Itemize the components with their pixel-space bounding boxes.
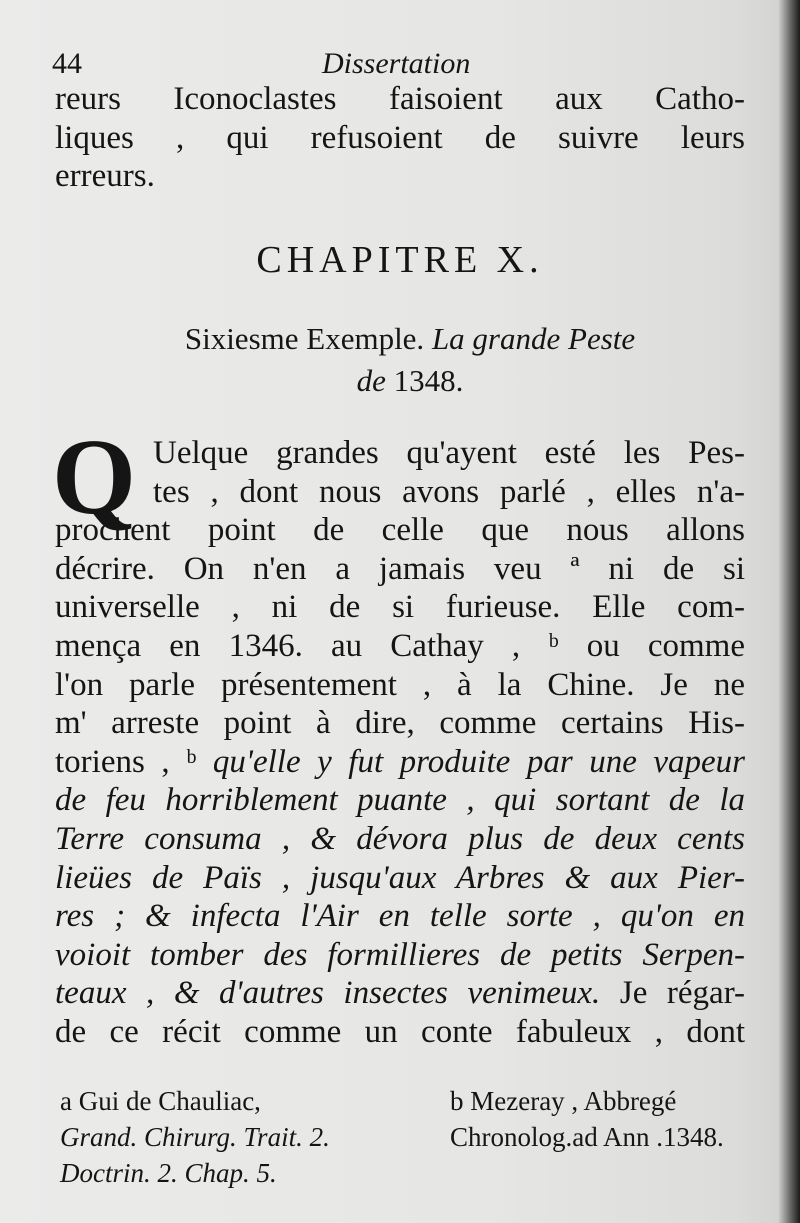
footnote-a-cont2: Doctrin. 2. Chap. 5.	[60, 1158, 277, 1188]
body-paragraph	[55, 434, 745, 1052]
text-line: universelle , ni de si furieuse. Elle com-	[55, 589, 745, 626]
subtitle-line2-italic: de	[356, 363, 386, 398]
text-line: Terre consuma , & dévora plus de deux cents	[55, 820, 745, 857]
text-line: liques , qui refusoient de suivre leurs	[55, 119, 745, 156]
footnotes	[60, 1083, 750, 1191]
text-line: de ce récit comme un conte fabuleux , dont	[55, 1013, 745, 1050]
footnote-b: b Mezeray , Abbregé	[450, 1086, 677, 1116]
footnote-row	[60, 1155, 750, 1191]
text-line: mença en 1346. au Cathay , ᵇ ou comme	[55, 627, 745, 664]
text-line: prochent point de celle que nous allons	[55, 512, 745, 549]
text-span: Je régar-	[619, 975, 745, 1012]
footnote-a: a Gui de Chauliac,	[60, 1086, 261, 1116]
subtitle-line2-roman: 1348.	[393, 363, 464, 398]
text-line: décrire. On n'en a jamais veu ª ni de si	[55, 550, 745, 587]
footnote-row	[60, 1119, 750, 1155]
text-line	[55, 743, 745, 782]
text-line	[55, 974, 745, 1013]
page-number: 44	[52, 47, 82, 80]
text-line: Uelque grandes qu'ayent esté les Pes-	[153, 435, 745, 471]
running-head: Dissertation	[322, 47, 471, 80]
text-line: reurs Iconoclastes faisoient aux Catho-	[55, 81, 745, 117]
chapter-subtitle	[100, 318, 720, 402]
text-line: l'on parle présentement , à la Chine. Je ne	[55, 666, 745, 703]
subtitle-roman: Sixiesme Exemple.	[184, 321, 425, 356]
text-span: toriens , ᵇ	[55, 743, 197, 780]
italic-span: qu'elle y fut produite par une vapeur	[212, 743, 745, 780]
drop-cap: Q	[52, 418, 137, 537]
continuation-paragraph	[55, 80, 745, 196]
text-line: de feu horriblement puante , qui sortant de la	[55, 782, 745, 819]
chapter-title: CHAPITRE X.	[256, 239, 544, 281]
binding-edge	[778, 0, 800, 1223]
text-line: voioit tomber des formillieres de petits Serpen-	[55, 936, 745, 973]
subtitle-italic: La grande Peste	[431, 321, 636, 356]
italic-span: teaux , & d'autres insectes venimeux.	[55, 975, 601, 1012]
footnote-a-cont: Grand. Chirurg. Trait. 2.	[60, 1122, 330, 1152]
footnote-b-cont: Chronolog.ad Ann .1348.	[450, 1122, 724, 1152]
text-line: res ; & infecta l'Air en telle sorte , qu'on en	[55, 898, 745, 935]
text-line: m' arreste point à dire, comme certains His-	[55, 705, 745, 742]
page-header	[52, 44, 742, 84]
text-line: erreurs.	[55, 158, 155, 194]
footnote-row	[60, 1083, 750, 1119]
text-line: lieües de Païs , jusqu'aux Arbres & aux Pier-	[55, 859, 745, 896]
text-line: tes , dont nous avons parlé , elles n'a-	[153, 473, 745, 510]
